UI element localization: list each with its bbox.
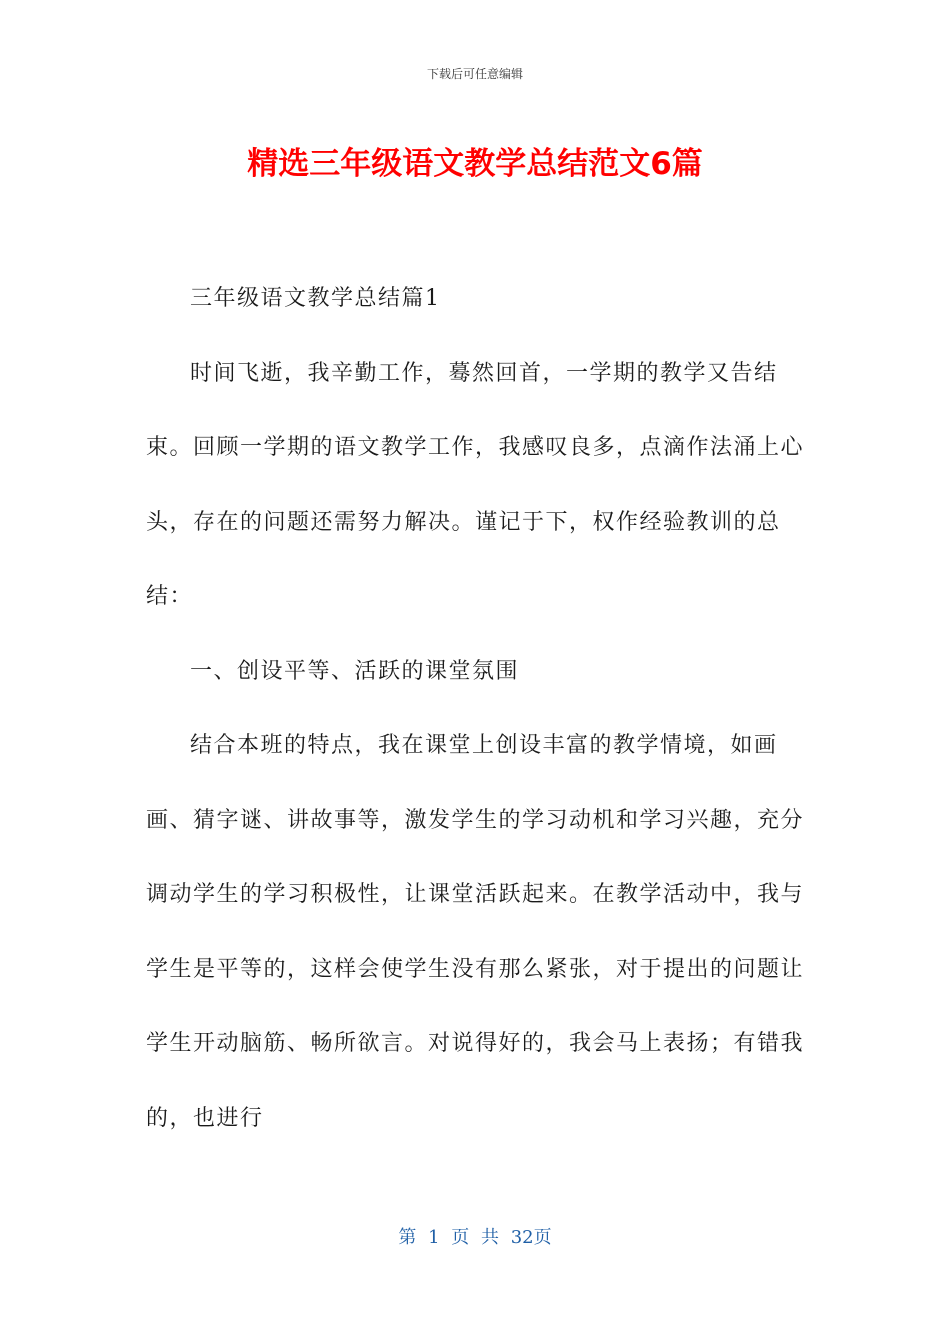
subsection-heading: 一、创设平等、活跃的课堂氛围 [190,658,520,684]
document-body [146,262,806,1156]
document-title: 精选三年级语文教学总结范文6篇 [247,146,703,182]
header-note: 下载后可任意编辑 [426,67,523,81]
section-heading: 三年级语文教学总结篇1 [190,286,441,311]
paragraph: 时间飞逝，我辛勤工作，蓦然回首，一学期的教学又告结束。回顾一学期的语文教学工作，我感叹良多，点滴作法涌上心头，存在的问题还需努力解决。谨记于下，权作经验教训的总结： [146,360,805,609]
paragraph: 结合本班的特点，我在课堂上创设丰富的教学情境，如画画、猜字谜、讲故事等，激发学生的学习动机和学习兴趣，充分调动学生的学习积极性，让课堂活跃起来。在教学活动中，我与学生是平等的，这样会使学生没有那么紧张，对于提出的问题让学生开动脑筋、畅所欲言。对说得好的，我会马上表扬；有错我的，也进行 [146,733,805,1131]
page-number: 第 1 页 共 32页 [398,1227,552,1248]
